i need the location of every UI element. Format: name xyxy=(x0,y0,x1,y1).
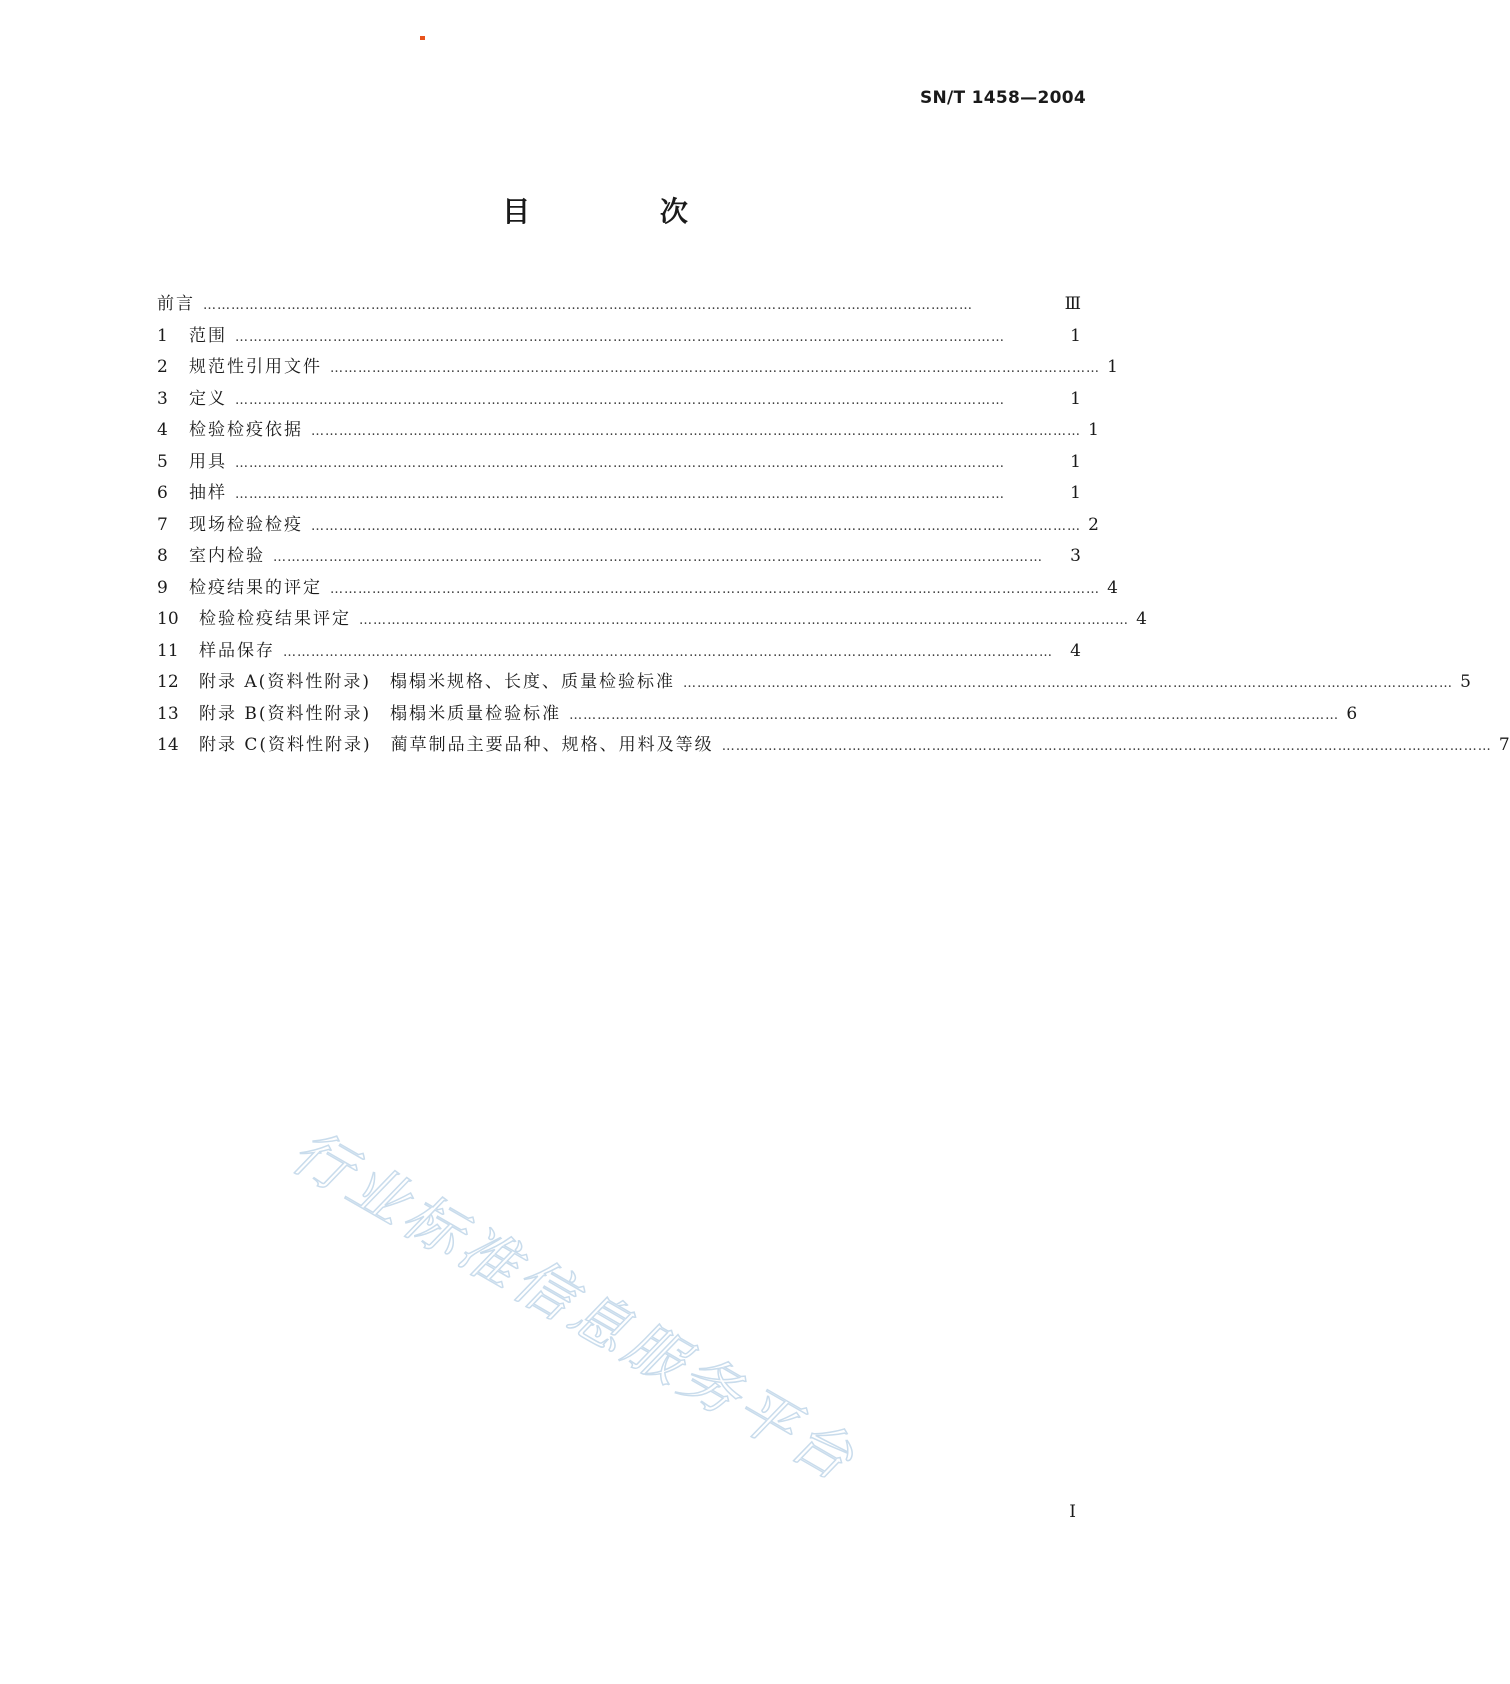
page-title: 目 次 xyxy=(502,195,748,228)
toc-entry-page: Ⅲ xyxy=(1064,294,1081,314)
toc-entry-page: 4 xyxy=(1107,577,1118,598)
toc-entry-10[interactable] xyxy=(157,604,1147,636)
toc-entry-number: 8 xyxy=(157,546,168,566)
toc-entry-2[interactable] xyxy=(157,352,1118,384)
toc-leader-dots: ………………………………………………………………………………………………………………………………………………… xyxy=(235,329,1005,345)
toc-entry-page: 6 xyxy=(1346,703,1358,724)
toc-entry-7[interactable] xyxy=(157,510,1099,542)
toc-entry-page: 4 xyxy=(1070,640,1081,661)
orange-mark xyxy=(420,36,425,40)
toc-leader-dots: ………………………………………………………………………………………………………………………………………………… xyxy=(235,392,1005,408)
standard-number: SN/T 1458—2004 xyxy=(919,88,1086,108)
toc-entry-title: 室内检验 xyxy=(189,546,265,566)
toc-entry-9[interactable] xyxy=(157,573,1118,605)
toc-leader-dots: ………………………………………………………………………………………………………………………………………………… xyxy=(235,455,1005,471)
toc-entry-5[interactable] xyxy=(157,447,1081,479)
toc-entry-title: 用具 xyxy=(189,451,227,472)
toc-entry-number: 4 xyxy=(157,420,168,440)
toc-entry-6[interactable] xyxy=(157,478,1081,510)
toc-entry-title: 规范性引用文件 xyxy=(189,357,322,377)
toc-entry-number: 1 xyxy=(157,325,168,346)
toc-entry-title: 现场检验检疫 xyxy=(189,514,303,535)
toc-leader-dots: ………………………………………………………………………………………………………………………………………………… xyxy=(235,487,1005,502)
toc-entry-title: 样品保存 xyxy=(199,640,275,661)
toc-entry-number: 2 xyxy=(157,357,168,377)
toc-entry-page: 5 xyxy=(1460,672,1471,692)
toc-leader-dots: ………………………………………………………………………………………………………………………………………………… xyxy=(721,739,1492,754)
toc-entry-title: 附录 A(资料性附录) 榻榻米规格、长度、质量检验标准 xyxy=(199,672,675,692)
toc-entry-page: 1 xyxy=(1070,325,1081,346)
toc-entry-number: 10 xyxy=(157,609,179,629)
toc-entry-number: 7 xyxy=(157,514,168,535)
toc-entry-page: 1 xyxy=(1070,483,1081,503)
toc-entry-title: 前言 xyxy=(157,294,195,314)
toc-entry-title: 定义 xyxy=(189,388,227,409)
toc-entry-title: 检验检疫依据 xyxy=(189,420,303,440)
toc-leader-dots: ………………………………………………………………………………………………………………………………………………… xyxy=(359,613,1129,628)
toc-entry-title: 检疫结果的评定 xyxy=(189,577,322,598)
toc-leader-dots: ………………………………………………………………………………………………………………………………………………… xyxy=(311,518,1081,534)
toc-entry-12[interactable] xyxy=(157,667,1471,699)
toc-entry-title: 抽样 xyxy=(189,483,227,503)
toc-entry-13[interactable] xyxy=(157,699,1358,731)
toc-entry-11[interactable] xyxy=(157,636,1081,668)
toc-entry-8[interactable] xyxy=(157,541,1081,573)
toc-entry-number: 11 xyxy=(157,640,179,661)
toc-leader-dots: ………………………………………………………………………………………………………………………………………………… xyxy=(273,550,1043,565)
toc-leader-dots: ………………………………………………………………………………………………………………………………………………… xyxy=(311,424,1081,439)
toc-entry-page: 1 xyxy=(1107,357,1118,377)
toc-entry-foreword[interactable] xyxy=(157,289,1081,321)
toc-leader-dots: ………………………………………………………………………………………………………………………………………………… xyxy=(569,707,1340,723)
toc-entry-title: 范围 xyxy=(189,325,227,346)
toc-entry-title: 附录 B(资料性附录) 榻榻米质量检验标准 xyxy=(199,703,562,724)
toc-entry-1[interactable] xyxy=(157,321,1081,353)
watermark-text: 行业标准信息服务平台 xyxy=(280,1116,869,1496)
toc-entry-page: 3 xyxy=(1070,546,1081,566)
toc-leader-dots: ………………………………………………………………………………………………………………………………………………… xyxy=(330,581,1100,597)
toc-entry-3[interactable] xyxy=(157,384,1081,416)
toc-entry-title: 检验检疫结果评定 xyxy=(199,609,351,629)
toc-entry-14[interactable] xyxy=(157,730,1510,762)
toc-leader-dots: ………………………………………………………………………………………………………………………………………………… xyxy=(682,676,1453,691)
toc-entry-number: 5 xyxy=(157,451,168,472)
toc-entry-number: 14 xyxy=(157,735,179,755)
toc-entry-4[interactable] xyxy=(157,415,1099,447)
toc-entry-number: 9 xyxy=(157,577,168,598)
toc-leader-dots: ………………………………………………………………………………………………………………………………………………… xyxy=(283,644,1053,660)
toc-entry-number: 6 xyxy=(157,483,168,503)
toc-entry-page: 4 xyxy=(1136,609,1147,629)
toc-entry-page: 1 xyxy=(1070,388,1081,409)
toc-entry-page: 1 xyxy=(1088,420,1099,440)
toc-entry-number: 13 xyxy=(157,703,179,724)
toc-leader-dots: ………………………………………………………………………………………………………………………………………………… xyxy=(330,361,1100,376)
toc-entry-page: 2 xyxy=(1088,514,1099,535)
toc-leader-dots: ………………………………………………………………………………………………………………………………………………… xyxy=(203,298,973,313)
toc-entry-page: 7 xyxy=(1498,735,1510,755)
toc-entry-number: 3 xyxy=(157,388,168,409)
toc-entry-title: 附录 C(资料性附录) 蔺草制品主要品种、规格、用料及等级 xyxy=(199,735,714,755)
toc-entry-number: 12 xyxy=(157,672,179,692)
table-of-contents xyxy=(157,289,1510,762)
page-number: I xyxy=(1069,1502,1076,1522)
toc-entry-page: 1 xyxy=(1070,451,1081,472)
